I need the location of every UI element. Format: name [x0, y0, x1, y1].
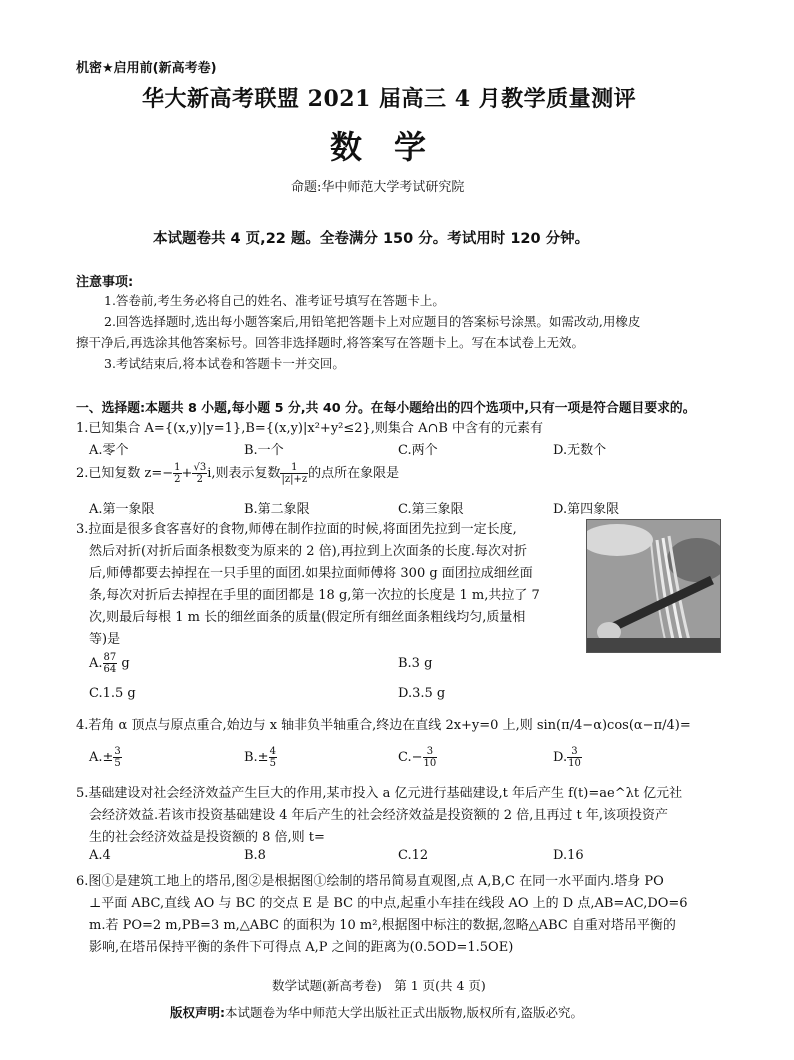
- q2-text: i,则表示复数: [207, 466, 281, 481]
- noodle-photo: [586, 519, 721, 653]
- q2-text: 2.已知复数 z=−: [76, 466, 174, 481]
- fraction: [113, 746, 121, 769]
- denominator: 10: [423, 758, 437, 769]
- q4-option-b: [244, 746, 277, 769]
- fraction: [173, 462, 181, 485]
- page-footer: 数学试题(新高考卷) 第 1 页(共 4 页): [272, 978, 486, 993]
- fraction: [280, 462, 308, 485]
- question-5-line: 生的社会经济效益是投资额的 8 倍,则 t=: [89, 830, 325, 845]
- denominator: |z|+z: [281, 474, 308, 485]
- denominator: 2: [174, 474, 181, 485]
- question-6-line: m.若 PO=2 m,PB=3 m,△ABC 的面积为 10 m²,根据图中标注的数据,忽略△ABC 自重对塔吊平衡的: [89, 918, 676, 933]
- q2-option-b: B.第二象限: [244, 502, 310, 517]
- confidential-label: 机密★启用前(新高考卷): [76, 61, 217, 76]
- question-3-line: 条,每次对折后去掉捏在手里的面团都是 18 g,第一次拉的长度是 1 m,共拉了 7: [89, 588, 540, 603]
- denominator: 10: [568, 758, 581, 769]
- denominator: 64: [103, 664, 117, 675]
- question-3-line: 然后对折(对折后面条根数变为原来的 2 倍),再拉到上次面条的长度.每次对折: [89, 544, 527, 559]
- numerator: 3: [114, 746, 121, 757]
- plus-sign: +: [181, 466, 193, 481]
- subject-title: 数 学: [330, 128, 427, 166]
- numerator: 1: [174, 462, 181, 473]
- numerator: 87: [103, 652, 117, 663]
- numerator: √3: [193, 462, 207, 473]
- q4-option-d: [553, 746, 582, 769]
- question-2-stem: [76, 462, 399, 485]
- notes-title: 注意事项:: [76, 275, 134, 290]
- q4-option-a: [89, 746, 122, 769]
- q5-option-c: C.12: [398, 848, 429, 863]
- q5-option-a: A.4: [89, 848, 111, 863]
- denominator: 2: [196, 474, 203, 485]
- question-6-line: 影响,在塔吊保持平衡的条件下可得点 A,P 之间的距离为(0.5OD=1.5OE): [89, 940, 514, 955]
- question-5-line: 会经济效益.若该市投资基础建设 4 年后产生的社会经济效益是投资额的 2 倍,且再过 t 年,该项投资产: [89, 808, 668, 823]
- q1-option-c: C.两个: [398, 443, 438, 458]
- copyright-text: 本试题卷为华中师范大学出版社正式出版物,版权所有,盗版必究。: [225, 1005, 583, 1020]
- question-3-line: 次,则最后每根 1 m 长的细丝面条的质量(假定所有细丝面条粗线均匀,质量相: [89, 610, 526, 625]
- fraction: [567, 746, 582, 769]
- q3-option-c: C.1.5 g: [89, 686, 136, 701]
- numerator: 1: [280, 462, 308, 474]
- denominator: 5: [114, 758, 121, 769]
- q5-option-b: B.8: [244, 848, 266, 863]
- q1-option-d: D.无数个: [553, 443, 607, 458]
- note-item: 2.回答选择题时,选出每小题答案后,用铅笔把答题卡上对应题目的答案标号涂黑。如需改动,用橡皮: [104, 314, 641, 329]
- option-letter: C.−: [398, 750, 423, 765]
- question-4-stem: 4.若角 α 顶点与原点重合,始边与 x 轴非负半轴重合,终边在直线 2x+y=0 上,则 sin(π/4−α)cos(α−π/4)=: [76, 718, 691, 733]
- copyright-label: 版权声明:: [170, 1005, 225, 1020]
- copyright-line: [170, 1003, 583, 1021]
- question-1-stem: 1.已知集合 A={(x,y)|y=1},B={(x,y)|x²+y²≤2},则集合 A∩B 中含有的元素有: [76, 421, 544, 436]
- fraction: [103, 652, 118, 675]
- numerator: 3: [567, 746, 582, 758]
- q3-option-b: B.3 g: [398, 656, 433, 671]
- q3-option-a: [89, 652, 130, 675]
- q4-option-c: [398, 746, 437, 769]
- question-3-line: 等)是: [89, 632, 121, 647]
- author-line: 命题:华中师范大学考试研究院: [291, 180, 465, 195]
- note-item: 3.考试结束后,将本试卷和答题卡一并交回。: [104, 356, 345, 371]
- exam-title: 华大新高考联盟 2021 届高三 4 月教学质量测评: [142, 86, 637, 112]
- denominator: 5: [269, 758, 276, 769]
- question-6-line: 6.图①是建筑工地上的塔吊,图②是根据图①绘制的塔吊简易直观图,点 A,B,C 在同一水平面内.塔身 PO: [76, 874, 664, 889]
- numerator: 3: [423, 746, 438, 758]
- q1-option-a: A.零个: [89, 443, 129, 458]
- q1-option-b: B.一个: [244, 443, 284, 458]
- q5-option-d: D.16: [553, 848, 584, 863]
- note-item: 1.答卷前,考生务必将自己的姓名、准考证号填写在答题卡上。: [104, 293, 445, 308]
- section-heading: 一、选择题:本题共 8 小题,每小题 5 分,共 40 分。在每小题给出的四个选项中,只有一项是符合题目要求的。: [76, 401, 696, 416]
- fraction: [192, 462, 207, 485]
- question-3-line: 3.拉面是很多食客喜好的食物,师傅在制作拉面的时候,将面团先拉到一定长度,: [76, 522, 517, 537]
- q2-option-d: D.第四象限: [553, 502, 620, 517]
- option-letter: A.±: [89, 750, 114, 765]
- exam-summary: 本试题卷共 4 页,22 题。全卷满分 150 分。考试用时 120 分钟。: [153, 231, 590, 247]
- q3-option-d: D.3.5 g: [398, 686, 446, 701]
- fraction: [423, 746, 438, 769]
- question-3-line: 后,师傅都要去掉捏在一只手里的面团.如果拉面师傅将 300 g 面团拉成细丝面: [89, 566, 533, 581]
- option-letter: B.±: [244, 750, 269, 765]
- fraction: [269, 746, 277, 769]
- note-item: 擦干净后,再选涂其他答案标号。回答非选择题时,将答案写在答题卡上。写在本试卷上无效。: [76, 335, 584, 350]
- q2-text: 的点所在象限是: [308, 466, 400, 481]
- option-letter: D.: [553, 750, 568, 765]
- option-letter: A.: [89, 656, 103, 671]
- question-6-line: ⊥平面 ABC,直线 AO 与 BC 的交点 E 是 BC 的中点,起重小车挂在线段 AO 上的 D 点,AB=AC,DO=6: [89, 896, 688, 911]
- q2-option-c: C.第三象限: [398, 502, 464, 517]
- question-5-line: 5.基础建设对社会经济效益产生巨大的作用,某市投入 a 亿元进行基础建设,t 年后产生 f(t)=ae^λt 亿元社: [76, 786, 683, 801]
- numerator: 4: [269, 746, 276, 757]
- q2-option-a: A.第一象限: [89, 502, 155, 517]
- unit: g: [117, 656, 130, 671]
